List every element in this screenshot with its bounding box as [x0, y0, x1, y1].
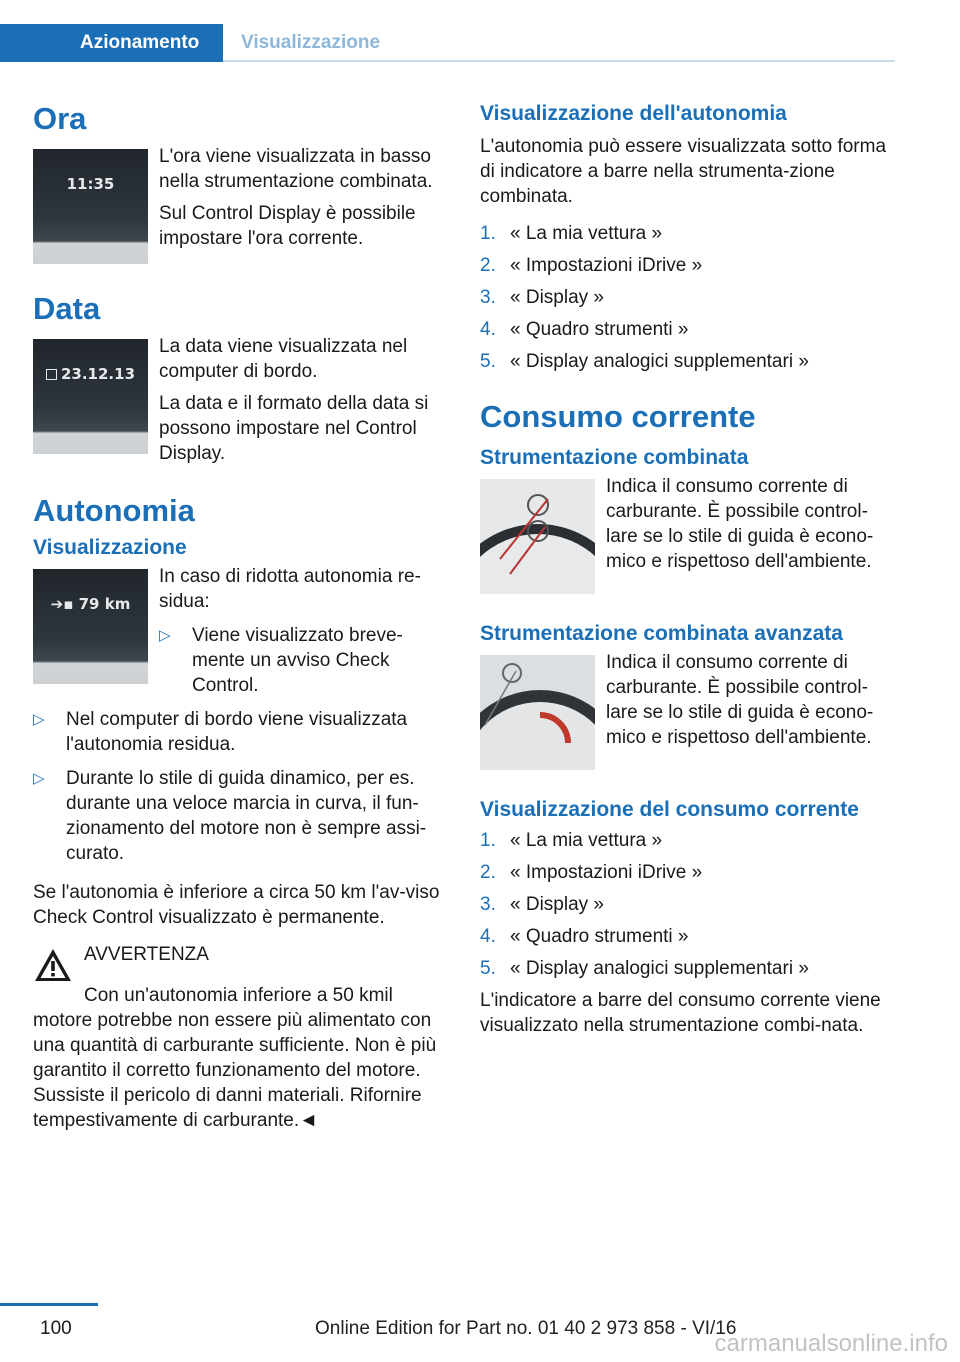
autonomia-display-text: L'autonomia può essere visualizzata sotto forma di indicatore a barre nella strumenta-zione combinata. — [480, 136, 887, 207]
list-item: ▷ Viene visualizzato breve-mente un avviso Check Control. — [159, 625, 403, 696]
warning-triangle-icon — [33, 947, 73, 983]
list-item: 5. « Display analogici supplementari » — [480, 958, 809, 979]
data-paragraph-2: La data e il formato della data si possono impostare nel Control Display. — [159, 393, 429, 464]
tab-azionamento[interactable]: Azionamento — [0, 24, 223, 62]
triangle-bullet-icon: ▷ — [33, 711, 45, 728]
right-column — [480, 100, 894, 1038]
online-edition-text: Online Edition for Part no. 01 40 2 973 858 - VI/16 — [315, 1318, 737, 1339]
tab-visualizzazione[interactable]: Visualizzazione — [241, 32, 381, 53]
date-display-text: 23.12.13 — [60, 365, 136, 383]
figure-consumo-1 — [480, 474, 894, 594]
autonomia-inner-list — [159, 623, 447, 698]
ora-paragraph-1: L'ora viene visualizzata in basso nella strumentazione combinata. — [159, 146, 433, 192]
data-paragraph-1: La data viene visualizzata nel computer di bordo. — [159, 336, 408, 382]
chapter-tabbar — [0, 24, 895, 62]
subsection-title-autonomia-display: Visualizzazione dell'autonomia — [480, 102, 787, 125]
section-title-consumo: Consumo corrente — [480, 399, 756, 434]
subsection-title-visualizzazione-consumo: Visualizzazione del consumo corrente — [480, 798, 859, 821]
fuel-arrow-icon: ➔▪ — [50, 595, 74, 613]
consumo-text-1: Indica il consumo corrente di carburante. È possibile control-lare se lo stile di guida è econo-mico e rispettoso dell'ambiente. — [606, 476, 874, 572]
consumo-steps — [480, 828, 894, 981]
section-title-autonomia: Autonomia — [33, 493, 195, 528]
warning-title: AVVERTENZA — [84, 944, 209, 965]
list-item: 4. « Quadro strumenti » — [480, 319, 689, 340]
triangle-bullet-icon: ▷ — [159, 627, 171, 644]
section-title-ora: Ora — [33, 101, 87, 136]
figure-data — [33, 334, 447, 466]
warning-text: Con un'autonomia inferiore a 50 kmil motore potrebbe non essere più alimentato con una quantità di carburante sufficiente. Non è più garantito il corretto funzionamento del motore. Sussiste il pericolo di danni materiali. Rifornire tempestivamente di carburante.◄ — [33, 985, 437, 1131]
watermark: carmanualsonline.info — [714, 1330, 948, 1357]
subsection-title-strumentazione: Strumentazione combinata — [480, 446, 749, 469]
subsection-title-visualizzazione: Visualizzazione — [33, 536, 187, 559]
list-item: 2. « Impostazioni iDrive » — [480, 862, 703, 883]
list-item: 3. « Display » — [480, 894, 604, 915]
list-item: 3. « Display » — [480, 287, 604, 308]
figure-ora — [33, 144, 447, 264]
page-number: 100 — [40, 1318, 72, 1339]
list-item: 2. « Impostazioni iDrive » — [480, 255, 703, 276]
subsection-title-strumentazione-avanzata: Strumentazione combinata avanzata — [480, 622, 843, 645]
list-item: 5. « Display analogici supplementari » — [480, 351, 809, 372]
figure-autonomia — [33, 564, 447, 698]
clock-display-text: 11:35 — [66, 175, 115, 193]
consumo-closing: L'indicatore a barre del consumo corrente viene visualizzato nella strumentazione combi-nata. — [480, 990, 881, 1036]
list-item: 1. « La mia vettura » — [480, 223, 663, 244]
autonomia-intro: In caso di ridotta autonomia re-sidua: — [159, 566, 421, 612]
footer-rule — [0, 1303, 98, 1306]
advanced-gauge-image — [480, 655, 595, 770]
autonomia-list — [33, 707, 447, 866]
list-item: 4. « Quadro strumenti » — [480, 926, 689, 947]
consumo-text-2: Indica il consumo corrente di carburante. È possibile control-lare se lo stile di guida è econo-mico e rispettoso dell'ambiente. — [606, 652, 874, 748]
list-item: ▷ Nel computer di bordo viene visualizzata l'autonomia residua. — [33, 709, 408, 755]
range-display-image — [33, 569, 148, 684]
left-column — [33, 100, 447, 1133]
section-title-data: Data — [33, 291, 101, 326]
clock-display-image — [33, 149, 148, 264]
autonomia-note: Se l'autonomia è inferiore a circa 50 km l'av-viso Check Control visualizzato è permanente. — [33, 882, 440, 928]
list-item: 1. « La mia vettura » — [480, 830, 663, 851]
warning-box — [33, 942, 447, 1133]
calendar-icon — [46, 369, 57, 380]
triangle-bullet-icon: ▷ — [33, 770, 45, 787]
fuel-gauge-image — [480, 479, 595, 594]
ora-paragraph-2: Sul Control Display è possibile impostare l'ora corrente. — [159, 203, 416, 249]
autonomia-steps — [480, 221, 894, 374]
list-item: ▷ Durante lo stile di guida dinamico, per es. durante una veloce marcia in curva, il fun-zionamento del motore non è sempre assi-curato. — [33, 768, 427, 864]
figure-consumo-2 — [480, 650, 894, 770]
date-display-image — [33, 339, 148, 454]
range-display-text: 79 km — [78, 595, 131, 613]
